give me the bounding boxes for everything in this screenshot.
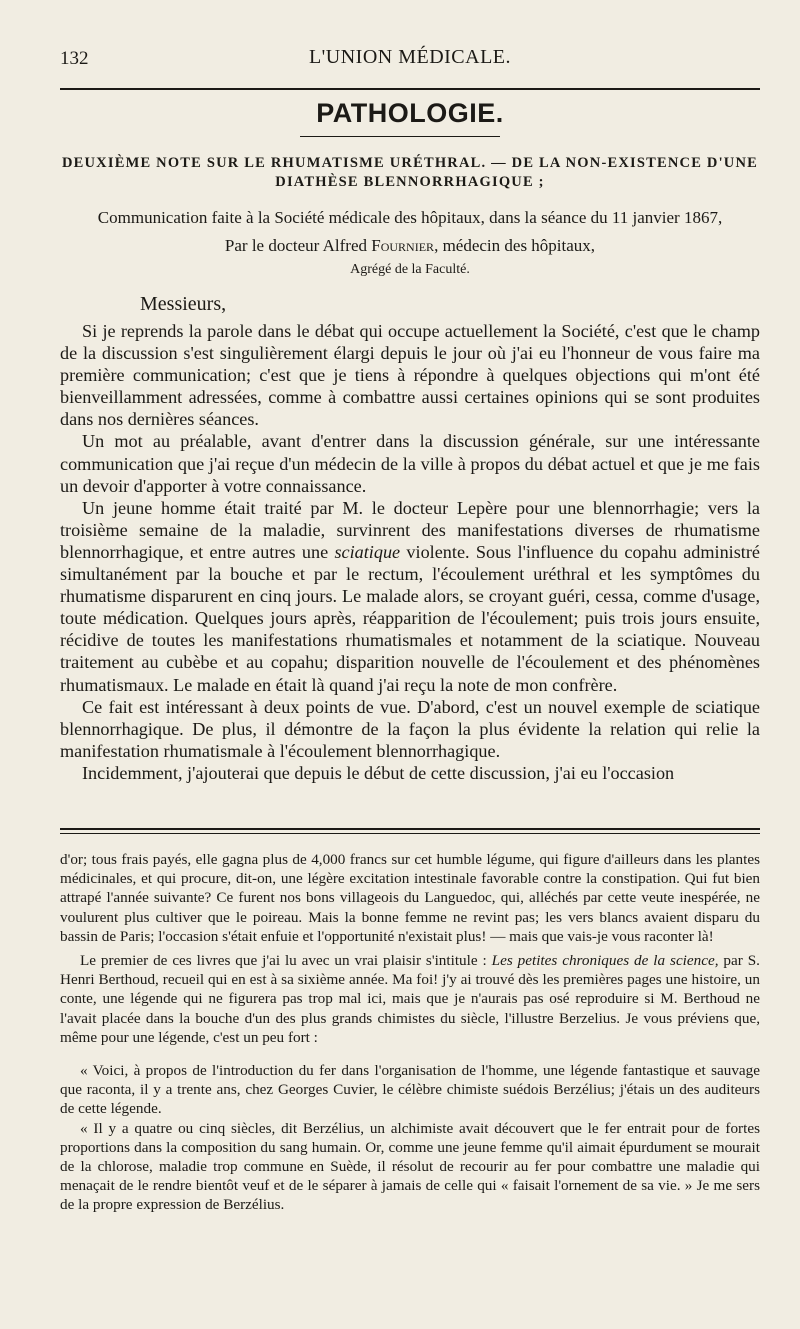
article-title: DEUXIÈME NOTE SUR LE RHUMATISME URÉTHRAL. — DE LA NON-EXISTENCE D'UNE DIATHÈSE BLENNORRHAGIQUE ;	[61, 155, 759, 190]
communication-line: Communication faite à la Société médicale des hôpitaux, dans la séance du 11 janvier 1867,	[97, 208, 723, 227]
author-line	[60, 236, 760, 256]
case-text-before: Un jeune homme était traité par M. le docteur Lepère pour une blennorrhagie; vers la troisième semaine de la maladie, survinrent des manifestations diverses de rhumatisme blennorrhagique, et entre autres une	[60, 497, 760, 562]
case-paragraph	[60, 497, 760, 696]
author-surname: Fournier	[371, 236, 435, 255]
feuilleton-paragraph: « Voici, à propos de l'introduction du fer dans l'organisation de l'homme, une légende fantastique et sauvage que raconta, il y a trente ans, chez Georges Cuvier, le célèbre chimiste suédois Berzélius; j'étais un des auditeurs de cette légende.	[60, 1062, 760, 1118]
author-suffix: , médecin des hôpitaux,	[434, 236, 596, 255]
paragraph: Un mot au préalable, avant d'entrer dans la discussion générale, sur une intéressante communication que j'ai reçue d'un médecin de la ville à propos du débat actuel et que je me fais un devoir d'apporter à votre connaissance.	[60, 431, 760, 496]
paragraph: Ce fait est intéressant à deux points de vue. D'abord, c'est un nouvel exemple de sciatique blennorrhagique. De plus, il démontre de la façon la plus évidente la relation qui relie la manifestation rhumatismale à l'écoulement blennorrhagique.	[60, 696, 760, 761]
feuilleton-paragraph	[60, 951, 760, 1047]
section-title-underline	[300, 136, 500, 137]
author-prefix: Par le docteur Alfred	[224, 236, 372, 255]
journal-title: L'UNION MÉDICALE.	[308, 46, 512, 68]
feuilleton-separator-thin	[60, 833, 760, 834]
feuilleton-column	[60, 850, 760, 1215]
feuilleton-text-before: Le premier de ces livres que j'ai lu avec un vrai plaisir s'intitule :	[80, 952, 492, 970]
article-body	[60, 320, 760, 784]
page-header	[60, 46, 760, 74]
feuilleton-paragraph: « Il y a quatre ou cinq siècles, dit Berzélius, un alchimiste avait découvert que le fer entrait pour de fortes proportions dans la composition du sang humain. Or, comme une jeune femme qu'il aimait épurdument se mourait de la chlorose, maladie trop commune en Suède, il résolut de recourir au fer pour combattre une maladie qui menaçait de le rendre bientôt veuf et de le séparer à jamais de celle qui « faisait l'ornement de sa vie. » Je me sers de la propre expression de Berzélius.	[60, 1119, 760, 1214]
paragraph: Si je reprends la parole dans le débat qui occupe actuellement la Société, c'est que le champ de la discussion s'est singulièrement élargi depuis le jour où j'ai eu l'honneur de vous faire ma première communication; c'est que je tiens à répondre à quelques objections qui m'ont été bienveillamment adressées, comme à combattre aussi certaines opinions qui se sont produites dans nos dernières séances.	[60, 321, 760, 430]
feuilleton-separator	[60, 828, 760, 830]
book-title: Les petites chroniques de la science,	[491, 952, 719, 970]
page-number: 132	[60, 48, 89, 69]
section-title: PATHOLOGIE.	[316, 98, 504, 128]
case-italic: sciatique	[334, 541, 401, 562]
salutation: Messieurs,	[140, 293, 227, 315]
paragraph: Incidemment, j'ajouterai que depuis le début de cette discussion, j'ai eu l'occasion	[82, 762, 675, 783]
feuilleton-paragraph: d'or; tous frais payés, elle gagna plus de 4,000 francs sur cet humble légume, qui figure d'ailleurs dans les plantes médicinales, et qui procure, dit-on, une légère excitation intestinale favorable contre la constipation. Qui fut bien attrapé l'année suivante? Ce furent nos bons villageois du Languedoc, qui, alléchés par cette veute inespérée, ne voulurent plus cultiver que le poireau. Mais la bonne femme ne revint pas; les vers blancs avaient disparu du bassin de Paris; l'occasion s'était enfuie et l'opportunité n'existait plus! — mais que vais-je vous raconter là!	[60, 851, 760, 945]
feuilleton-text-after: par S. Henri Berthoud, recueil qui en est à sa sixième année. Ma foi! j'y ai trouvé dès les premières pages une histoire, un conte, une légende qui ne figurera pas trop mal ici, mais que je n'aurais pas osé reproduire si M. Berthoud ne l'avait placée dans la bouche d'un des plus grands chimistes du siècle, l'illustre Berzelius. Je vous préviens que, même pour une légende, c'est un peu fort :	[60, 952, 760, 1046]
case-text-after: violente. Sous l'influence du copahu administré simultanément par la bouche et par le rectum, l'écoulement uréthral et les symptômes du rhumatisme disparurent en cinq jours. Le malade alors, se croyant guéri, cessa, comme d'usage, toute médication. Quelques jours après, réapparition de l'écoulement; puis trois jours ensuite, récidive de toutes les manifestations rhumatismales et notamment de la sciatique. Nouveau traitement au cubèbe et au copahu; disparition nouvelle de l'écoulement et des phénomènes rhumatismaux. Le malade en était là quand j'ai reçu la note de mon confrère.	[60, 541, 760, 695]
header-rule	[60, 88, 760, 90]
author-title: Agrégé de la Faculté.	[350, 262, 470, 277]
